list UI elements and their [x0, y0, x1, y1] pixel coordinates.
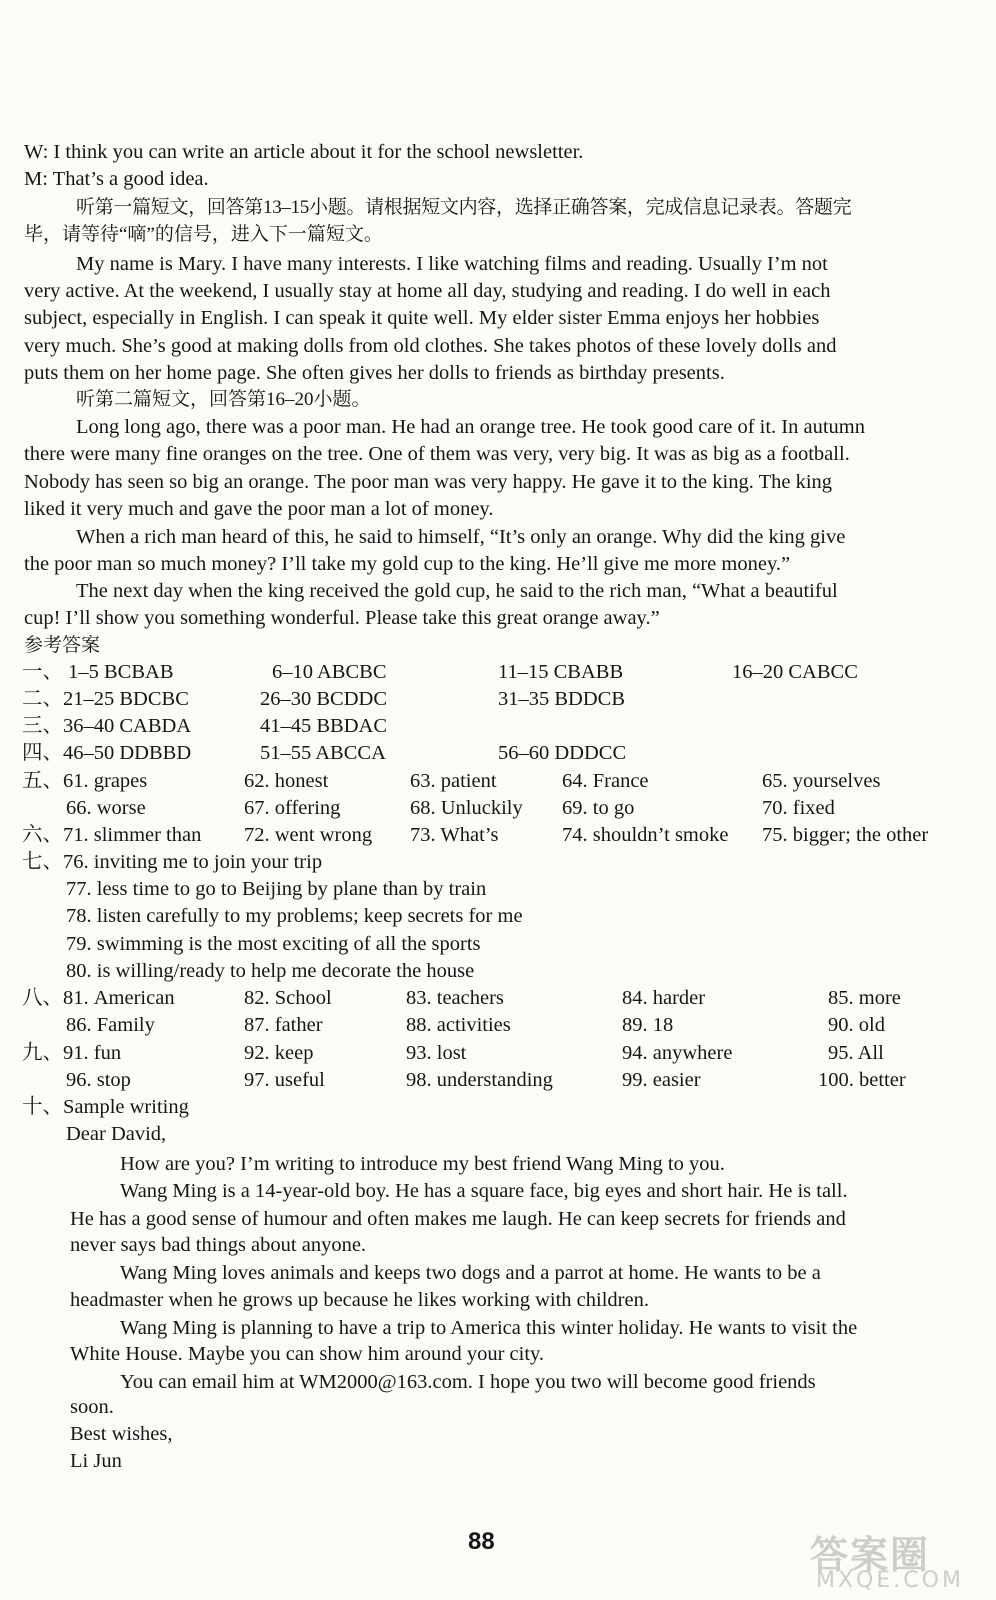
- answer-cell: 16–20 CABCC: [732, 661, 858, 683]
- answer-cell: 69. to go: [562, 797, 635, 819]
- letter-line: He has a good sense of humour and often makes me laugh. He can keep secrets for friends and: [70, 1208, 846, 1230]
- answer-cell: 77. less time to go to Beijing by plane than by train: [66, 878, 487, 900]
- answer-cell: 七、76. inviting me to join your trip: [22, 851, 323, 873]
- passage-3-line: the poor man so much money? I’ll take my gold cup to the king. He’ll give me more money.”: [24, 553, 791, 575]
- passage-2-line: liked it very much and gave the poor man a lot of money.: [24, 498, 494, 520]
- passage-1-line: very much. She’s good at making dolls from old clothes. She takes photos of these lovely dolls and: [24, 335, 837, 357]
- answer-row: [22, 795, 982, 823]
- answer-cell: 68. Unluckily: [410, 797, 523, 819]
- answer-cell: 86. Family: [66, 1014, 155, 1036]
- answer-cell: 78. listen carefully to my problems; keep secrets for me: [66, 905, 523, 927]
- answer-cell: 五、61. grapes: [22, 770, 148, 792]
- answer-row: [22, 659, 982, 687]
- transcript-m-line: M: That’s a good idea.: [24, 168, 209, 190]
- answer-row: [22, 931, 982, 959]
- letter-line: Wang Ming loves animals and keeps two dogs and a parrot at home. He wants to be a: [120, 1262, 821, 1284]
- answer-cell: 63. patient: [410, 770, 497, 792]
- answer-cell: 99. easier: [622, 1069, 701, 1091]
- instruction-passage-1: 听第一篇短文，回答第13–15小题。请根据短文内容，选择正确答案，完成信息记录表。答题完: [76, 197, 852, 218]
- answer-cell: 80. is willing/ready to help me decorate the house: [66, 960, 475, 982]
- answer-row: [22, 713, 982, 741]
- answer-cell: 九、91. fun: [22, 1042, 122, 1064]
- letter-closing: Best wishes,: [70, 1423, 173, 1445]
- answer-row: [22, 740, 982, 768]
- passage-3-line: When a rich man heard of this, he said to himself, “It’s only an orange. Why did the king give: [76, 526, 846, 548]
- answer-cell: 85. more: [828, 987, 901, 1009]
- answer-cell: 41–45 BBDAC: [260, 715, 388, 737]
- answer-row: [22, 958, 982, 986]
- answer-cell: 94. anywhere: [622, 1042, 733, 1064]
- answer-cell: 83. teachers: [406, 987, 504, 1009]
- letter-line: White House. Maybe you can show him around your city.: [70, 1343, 545, 1365]
- letter-signature: Li Jun: [70, 1450, 122, 1472]
- letter-line: How are you? I’m writing to introduce my best friend Wang Ming to you.: [120, 1153, 725, 1175]
- answer-row: [22, 1067, 982, 1095]
- answer-cell: 98. understanding: [406, 1069, 553, 1091]
- page-number: 88: [468, 1528, 495, 1555]
- answers-heading: 参考答案: [24, 635, 101, 656]
- letter-line: You can email him at WM2000@163.com. I hope you two will become good friends: [120, 1371, 816, 1393]
- transcript-w-line: W: I think you can write an article about it for the school newsletter.: [24, 141, 584, 163]
- passage-1-line: My name is Mary. I have many interests. I like watching films and reading. Usually I’m not: [76, 253, 828, 275]
- answer-cell: 66. worse: [66, 797, 146, 819]
- passage-1-line: puts them on her home page. She often gives her dolls to friends as birthday presents.: [24, 362, 725, 384]
- letter-line: Wang Ming is a 14-year-old boy. He has a square face, big eyes and short hair. He is tall.: [120, 1180, 848, 1202]
- answer-cell: 84. harder: [622, 987, 706, 1009]
- answer-cell: 93. lost: [406, 1042, 467, 1064]
- answer-row: [22, 1012, 982, 1040]
- letter-line: headmaster when he grows up because he likes working with children.: [70, 1289, 649, 1311]
- answer-row: [22, 768, 982, 796]
- answer-cell: 73. What’s: [410, 824, 499, 846]
- answer-cell: 89. 18: [622, 1014, 674, 1036]
- answer-cell: 31–35 BDDCB: [498, 688, 626, 710]
- answer-cell: 三、36–40 CABDA: [22, 715, 192, 737]
- answer-row: [22, 686, 982, 714]
- passage-4-line: cup! I’ll show you something wonderful. Please take this great orange away.”: [24, 607, 660, 629]
- answer-cell: 97. useful: [244, 1069, 325, 1091]
- passage-4-line: The next day when the king received the gold cup, he said to the rich man, “What a beautiful: [76, 580, 838, 602]
- answer-cell: 六、71. slimmer than: [22, 824, 202, 846]
- instruction-passage-2: 听第二篇短文，回答第16–20小题。: [76, 389, 371, 410]
- answer-row: [22, 822, 982, 850]
- answer-cell: 87. father: [244, 1014, 323, 1036]
- answer-row: [22, 876, 982, 904]
- letter-line: soon.: [70, 1396, 114, 1418]
- answer-cell: 11–15 CBABB: [498, 661, 624, 683]
- passage-2-line: there were many fine oranges on the tree. One of them was very, very big. It was as big as a football.: [24, 443, 850, 465]
- answer-cell: 26–30 BCDDC: [260, 688, 388, 710]
- answer-cell: 62. honest: [244, 770, 329, 792]
- answer-cell: 6–10 ABCBC: [272, 661, 387, 683]
- answer-cell: 八、81. American: [22, 987, 175, 1009]
- answer-row: [22, 985, 982, 1013]
- section-10-label: 十、Sample writing: [22, 1096, 189, 1118]
- passage-2-line: Long long ago, there was a poor man. He had an orange tree. He took good care of it. In autumn: [76, 416, 865, 438]
- answer-row: [22, 1094, 982, 1122]
- answer-cell: 二、21–25 BDCBC: [22, 688, 189, 710]
- watermark-logo: [810, 1524, 990, 1594]
- answer-cell: 一、 1–5 BCBAB: [22, 661, 174, 683]
- passage-1-line: very active. At the weekend, I usually stay at home all day, studying and reading. I do well in each: [24, 280, 831, 302]
- answer-cell: 51–55 ABCCA: [260, 742, 386, 764]
- answer-cell: 96. stop: [66, 1069, 131, 1091]
- answer-cell: 95. All: [828, 1042, 884, 1064]
- letter-line: never says bad things about anyone.: [70, 1234, 367, 1256]
- answer-cell: 79. swimming is the most exciting of all the sports: [66, 933, 481, 955]
- answer-cell: 四、46–50 DDBBD: [22, 742, 192, 764]
- passage-2-line: Nobody has seen so big an orange. The poor man was very happy. He gave it to the king. The king: [24, 471, 833, 493]
- answer-cell: 56–60 DDDCC: [498, 742, 627, 764]
- answer-cell: 72. went wrong: [244, 824, 373, 846]
- answer-cell: 82. School: [244, 987, 332, 1009]
- letter-greeting: Dear David,: [66, 1123, 167, 1145]
- answer-cell: 75. bigger; the other: [762, 824, 929, 846]
- letter-line: Wang Ming is planning to have a trip to America this winter holiday. He wants to visit the: [120, 1317, 858, 1339]
- watermark-url: MXQE.COM: [816, 1568, 964, 1593]
- answer-cell: 65. yourselves: [762, 770, 881, 792]
- answer-cell: 90. old: [828, 1014, 885, 1036]
- answer-row: [22, 903, 982, 931]
- answer-cell: 92. keep: [244, 1042, 314, 1064]
- answer-row: [22, 849, 982, 877]
- answer-cell: 67. offering: [244, 797, 341, 819]
- answer-row: [22, 1040, 982, 1068]
- answer-cell: 64. France: [562, 770, 649, 792]
- passage-1-line: subject, especially in English. I can speak it quite well. My elder sister Emma enjoys her hobbies: [24, 307, 820, 329]
- answer-cell: 88. activities: [406, 1014, 511, 1036]
- watermark-text: 答案圈: [810, 1533, 931, 1577]
- instruction-passage-1-cont: 毕，请等待“嘀”的信号，进入下一篇短文。: [24, 224, 383, 245]
- answer-cell: 100. better: [818, 1069, 906, 1091]
- answer-cell: 70. fixed: [762, 797, 835, 819]
- answer-cell: 74. shouldn’t smoke: [562, 824, 729, 846]
